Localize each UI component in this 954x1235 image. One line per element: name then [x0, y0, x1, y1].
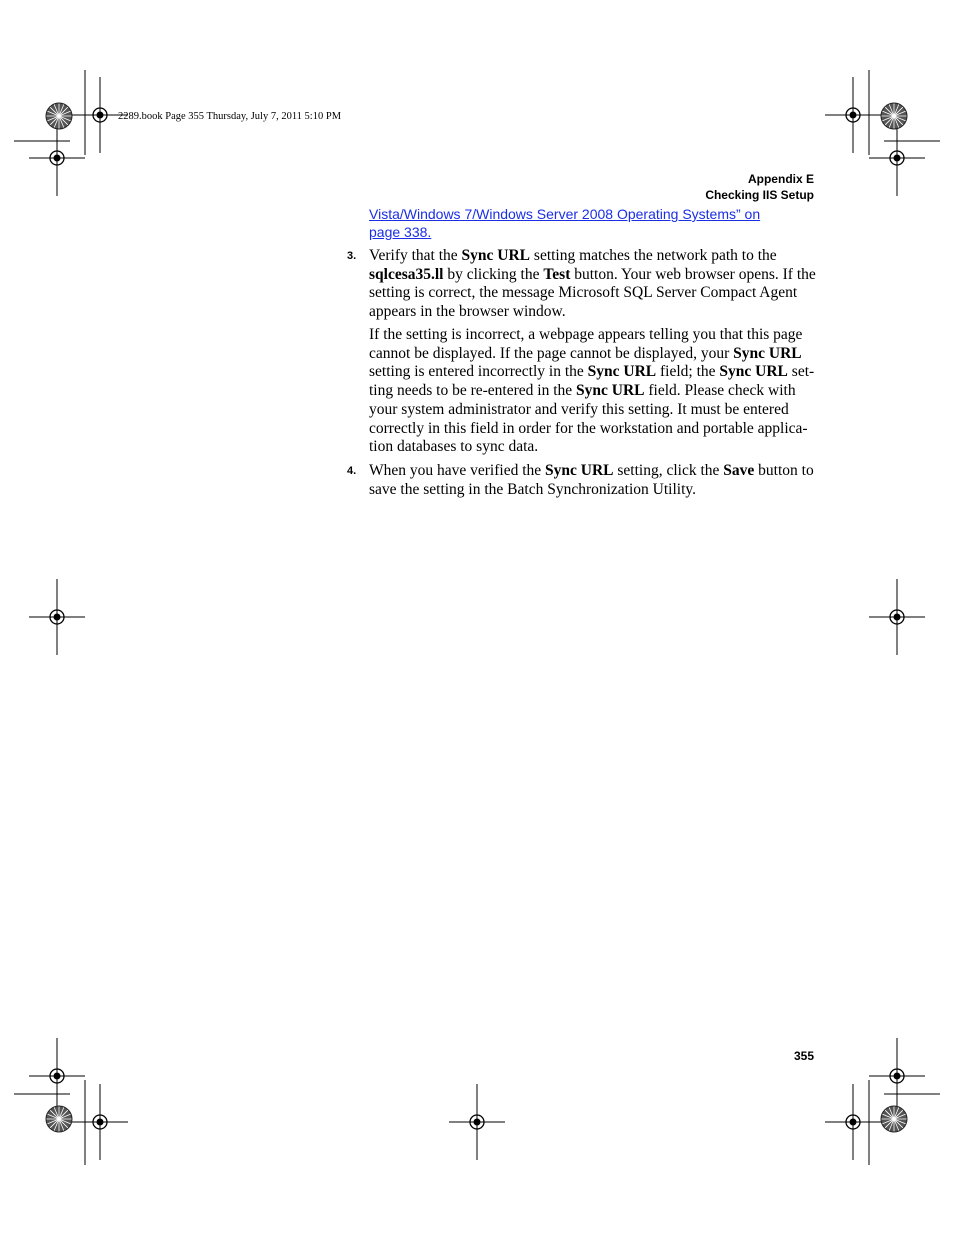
bold-term: Sync URL	[461, 247, 531, 264]
step-3-followup-paragraph: If the setting is incorrect, a webpage appears telling you that this page cannot be displayed. If the page cannot be displayed, your Sync URL setting is entered incorrectly in the Sync URL field; the Sync URL set-ting needs to be re-entered in the Sync URL field. Please check with your system administrator and verify this setting. It must be entered correctly in this field in order for the workstation and portable applica-tion databases to sync data.	[369, 326, 815, 456]
page-number: 355	[793, 1049, 814, 1063]
bold-term: Sync URL	[545, 462, 614, 479]
step-3-paragraph: Verify that the Sync URL setting matches the network path to the sqlcesa35.ll by clicking the Test button. Your web browser opens. If the setting is correct, the message Microsoft SQL Server Compact Agent appears in the browser window.	[369, 247, 816, 321]
bold-term: Save	[723, 462, 755, 479]
print-slug: 2289.book Page 355 Thursday, July 7, 2011 5:10 PM	[118, 111, 342, 122]
link-line-1: Vista/Windows 7/Windows Server 2008 Operating Systems” on	[369, 206, 761, 222]
link-line-2: page 338.	[369, 224, 432, 240]
bold-term: Sync URL	[719, 363, 788, 381]
cross-reference-link[interactable]	[369, 205, 799, 241]
running-head-section: Checking IIS Setup	[705, 188, 814, 202]
bold-term: Sync URL	[587, 363, 657, 381]
step-number: 3.	[347, 250, 357, 262]
bold-term: Test	[543, 265, 571, 283]
running-head-appendix: Appendix E	[747, 172, 814, 186]
bold-term: Sync URL	[576, 382, 645, 400]
bold-term: sqlcesa35.ll	[369, 265, 444, 283]
step-number: 4.	[347, 465, 357, 477]
step-4-paragraph: When you have verified the Sync URL setting, click the Save button to save the setting in the Batch Synchronization Utility.	[369, 462, 814, 498]
bold-term: Sync URL	[733, 344, 802, 362]
